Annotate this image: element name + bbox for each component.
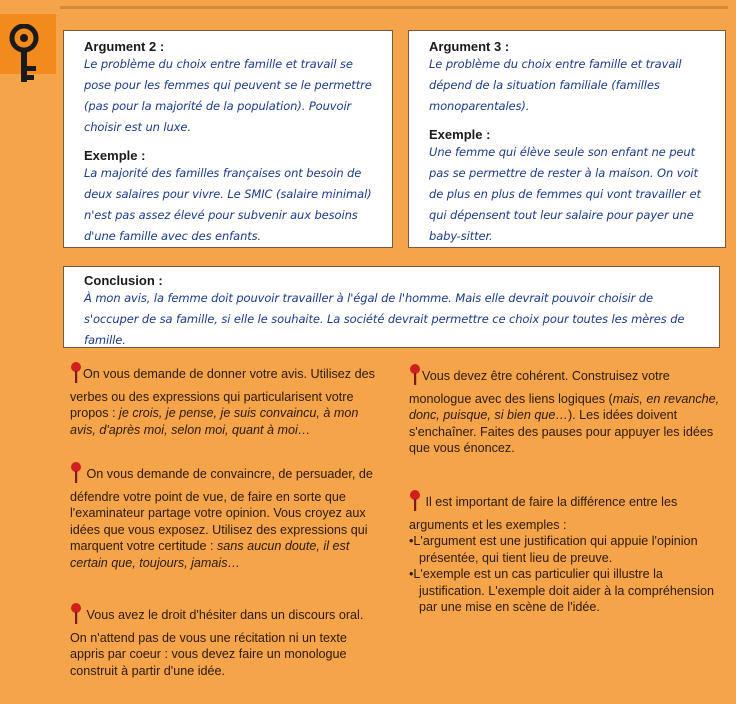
tip-2-text: On vous demande de convaincre, de persuader, de défendre votre point de vue, de faire en sorte que l'examinateur partage votre opinion. Vous croyez aux idées que vous exposez. Utilisez des expressions qui marquent votre certitude :: [70, 467, 373, 553]
tip-give-opinion: [70, 362, 380, 438]
argument-2-text: Le problème du choix entre famille et travail se pose pour les femmes qui peuvent se le permettre (pas pour la majorité de la population). Pouvoir choisir est un luxe.: [84, 57, 372, 134]
conclusion-box: [63, 266, 720, 348]
tip-convince: [70, 462, 380, 571]
tip-2-examples: sans aucun doute, il est certain que, toujours, jamais…: [70, 539, 350, 570]
pushpin-icon: [409, 490, 421, 517]
tip-hesitate: [70, 603, 380, 679]
pushpin-icon: [70, 462, 82, 489]
example-2-text: La majorité des familles françaises ont besoin de deux salaires pour vivre. Le SMIC (salaire minimal) n'est pas assez élevé pour subvenir aux besoins d'une famille avec des enfants.: [84, 166, 372, 243]
argument-3-text: Le problème du choix entre famille et travail dépend de la situation familiale (familles monoparentales).: [429, 57, 682, 113]
tip-coherence: [409, 364, 724, 457]
tip-5-list: [409, 533, 727, 616]
tip-4-text: Vous devez être cohérent. Construisez votre monologue avec des liens logiques (: [409, 369, 670, 406]
example-3-heading: Exemple :: [429, 127, 491, 142]
tip-4-examples: mais, en revanche, donc, puisque, si bien que…: [409, 391, 720, 422]
argument-3-box: [408, 30, 726, 248]
tip-1-text: On vous demande de donner votre avis. Utilisez des verbes ou des expressions qui particularisent votre propos :: [70, 367, 375, 420]
argument-2-heading: Argument 2 :: [84, 39, 165, 54]
example-3-text: Une femme qui élève seule son enfant ne peut pas se permettre de rester à la maison. On voit de plus en plus de femmes qui vont travailler et qui dépensent tout leur salaire pour payer une baby-sitter.: [429, 145, 701, 243]
pushpin-icon: [70, 362, 82, 389]
conclusion-heading: Conclusion :: [84, 273, 163, 288]
list-item: •L'exemple est un cas particulier qui illustre la justification. L'exemple doit aider à la compréhension par une mise en scène de l'idée.: [409, 567, 715, 614]
argument-2-box: [63, 30, 393, 248]
tip-4-text-end: ). Les idées doivent s'enchaîner. Faites des pauses pour appuyer les idées que vous énoncez.: [409, 408, 714, 455]
tip-3-text: Vous avez le droit d'hésiter dans un discours oral. On n'attend pas de vous une récitation ni un texte appris par coeur : vous devez faire un monologue construit à partir d'une idée.: [70, 608, 364, 678]
pushpin-icon: [70, 603, 82, 630]
argument-3-heading: Argument 3 :: [429, 39, 510, 54]
tip-1-examples: je crois, je pense, je suis convaincu, à mon avis, d'après moi, selon moi, quant à moi…: [70, 406, 359, 437]
tip-arguments-vs-examples: [409, 490, 727, 616]
pushpin-icon: [409, 364, 421, 391]
key-icon: [4, 24, 44, 86]
example-2-heading: Exemple :: [84, 148, 146, 163]
top-rule: [60, 6, 728, 9]
tip-5-intro: Il est important de faire la différence entre les arguments et les exemples :: [409, 495, 678, 532]
list-item: •L'argument est une justification qui appuie l'opinion présentée, qui tient lieu de preuve.: [409, 534, 698, 565]
conclusion-text: À mon avis, la femme doit pouvoir travailler à l'égal de l'homme. Mais elle devrait pouvoir choisir de s'occuper de sa famille, si elle le souhaite. La société devrait permettre ce choix pour toutes les mères de famille.: [84, 291, 685, 347]
